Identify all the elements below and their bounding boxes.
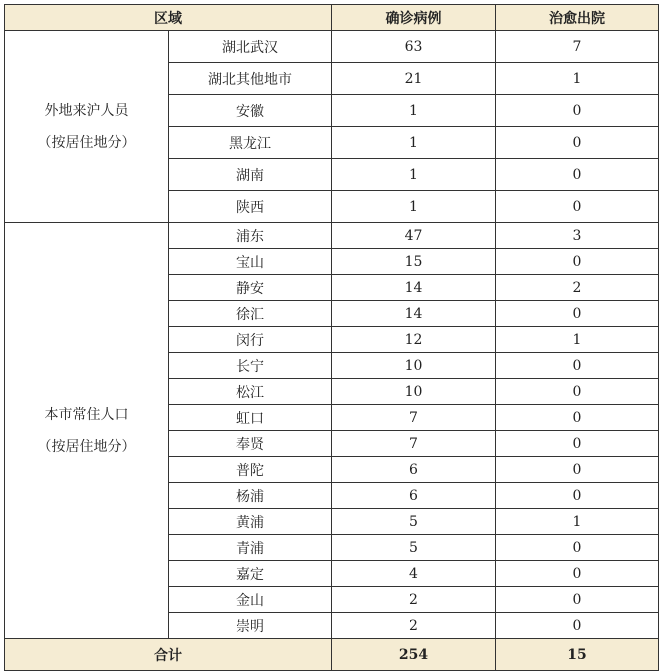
confirmed-cell: 2 bbox=[332, 587, 496, 613]
group-label bbox=[5, 31, 169, 223]
region-cell: 浦东 bbox=[169, 223, 332, 249]
region-cell: 静安 bbox=[169, 275, 332, 301]
region-cell: 长宁 bbox=[169, 353, 332, 379]
recovered-cell: 0 bbox=[496, 249, 659, 275]
table-row bbox=[5, 31, 659, 63]
confirmed-cell: 1 bbox=[332, 127, 496, 159]
recovered-cell: 7 bbox=[496, 31, 659, 63]
recovered-cell: 0 bbox=[496, 431, 659, 457]
region-cell: 崇明 bbox=[169, 613, 332, 639]
case-statistics-table bbox=[4, 4, 659, 671]
group-label-line1: 本市常住人口 bbox=[44, 406, 129, 423]
recovered-cell: 1 bbox=[496, 327, 659, 353]
confirmed-cell: 7 bbox=[332, 405, 496, 431]
region-cell: 闵行 bbox=[169, 327, 332, 353]
region-cell: 松江 bbox=[169, 379, 332, 405]
recovered-cell: 0 bbox=[496, 159, 659, 191]
group-label-line2: （按居住地分） bbox=[37, 134, 136, 151]
region-cell: 湖北武汉 bbox=[169, 31, 332, 63]
recovered-cell: 1 bbox=[496, 63, 659, 95]
recovered-cell: 0 bbox=[496, 95, 659, 127]
group-label bbox=[5, 223, 169, 639]
confirmed-cell: 14 bbox=[332, 275, 496, 301]
recovered-cell: 0 bbox=[496, 613, 659, 639]
confirmed-cell: 1 bbox=[332, 95, 496, 127]
confirmed-cell: 15 bbox=[332, 249, 496, 275]
confirmed-cell: 63 bbox=[332, 31, 496, 63]
region-cell: 宝山 bbox=[169, 249, 332, 275]
total-confirmed: 254 bbox=[332, 639, 496, 671]
recovered-cell: 0 bbox=[496, 587, 659, 613]
recovered-cell: 0 bbox=[496, 353, 659, 379]
recovered-cell: 3 bbox=[496, 223, 659, 249]
recovered-cell: 0 bbox=[496, 127, 659, 159]
confirmed-cell: 5 bbox=[332, 509, 496, 535]
confirmed-cell: 1 bbox=[332, 191, 496, 223]
confirmed-cell: 10 bbox=[332, 379, 496, 405]
confirmed-cell: 47 bbox=[332, 223, 496, 249]
recovered-cell: 0 bbox=[496, 191, 659, 223]
region-cell: 黄浦 bbox=[169, 509, 332, 535]
confirmed-cell: 6 bbox=[332, 483, 496, 509]
header-confirmed: 确诊病例 bbox=[332, 5, 496, 31]
confirmed-cell: 7 bbox=[332, 431, 496, 457]
region-cell: 湖南 bbox=[169, 159, 332, 191]
header-region: 区域 bbox=[5, 5, 332, 31]
confirmed-cell: 12 bbox=[332, 327, 496, 353]
confirmed-cell: 6 bbox=[332, 457, 496, 483]
region-cell: 普陀 bbox=[169, 457, 332, 483]
recovered-cell: 1 bbox=[496, 509, 659, 535]
region-cell: 陕西 bbox=[169, 191, 332, 223]
region-cell: 安徽 bbox=[169, 95, 332, 127]
table-row bbox=[5, 223, 659, 249]
table-body bbox=[5, 31, 659, 639]
confirmed-cell: 1 bbox=[332, 159, 496, 191]
recovered-cell: 0 bbox=[496, 405, 659, 431]
group-label-line2: （按居住地分） bbox=[37, 438, 136, 455]
region-cell: 金山 bbox=[169, 587, 332, 613]
header-recovered: 治愈出院 bbox=[496, 5, 659, 31]
recovered-cell: 0 bbox=[496, 535, 659, 561]
region-cell: 青浦 bbox=[169, 535, 332, 561]
region-cell: 虹口 bbox=[169, 405, 332, 431]
recovered-cell: 0 bbox=[496, 457, 659, 483]
region-cell: 徐汇 bbox=[169, 301, 332, 327]
recovered-cell: 0 bbox=[496, 379, 659, 405]
recovered-cell: 0 bbox=[496, 561, 659, 587]
region-cell: 湖北其他地市 bbox=[169, 63, 332, 95]
confirmed-cell: 4 bbox=[332, 561, 496, 587]
recovered-cell: 2 bbox=[496, 275, 659, 301]
header-row bbox=[5, 5, 659, 31]
recovered-cell: 0 bbox=[496, 483, 659, 509]
region-cell: 杨浦 bbox=[169, 483, 332, 509]
recovered-cell: 0 bbox=[496, 301, 659, 327]
total-row bbox=[5, 639, 659, 671]
confirmed-cell: 21 bbox=[332, 63, 496, 95]
confirmed-cell: 5 bbox=[332, 535, 496, 561]
total-label: 合计 bbox=[5, 639, 332, 671]
group-label-line1: 外地来沪人员 bbox=[44, 102, 129, 119]
total-recovered: 15 bbox=[496, 639, 659, 671]
region-cell: 奉贤 bbox=[169, 431, 332, 457]
region-cell: 黑龙江 bbox=[169, 127, 332, 159]
confirmed-cell: 2 bbox=[332, 613, 496, 639]
confirmed-cell: 10 bbox=[332, 353, 496, 379]
region-cell: 嘉定 bbox=[169, 561, 332, 587]
confirmed-cell: 14 bbox=[332, 301, 496, 327]
